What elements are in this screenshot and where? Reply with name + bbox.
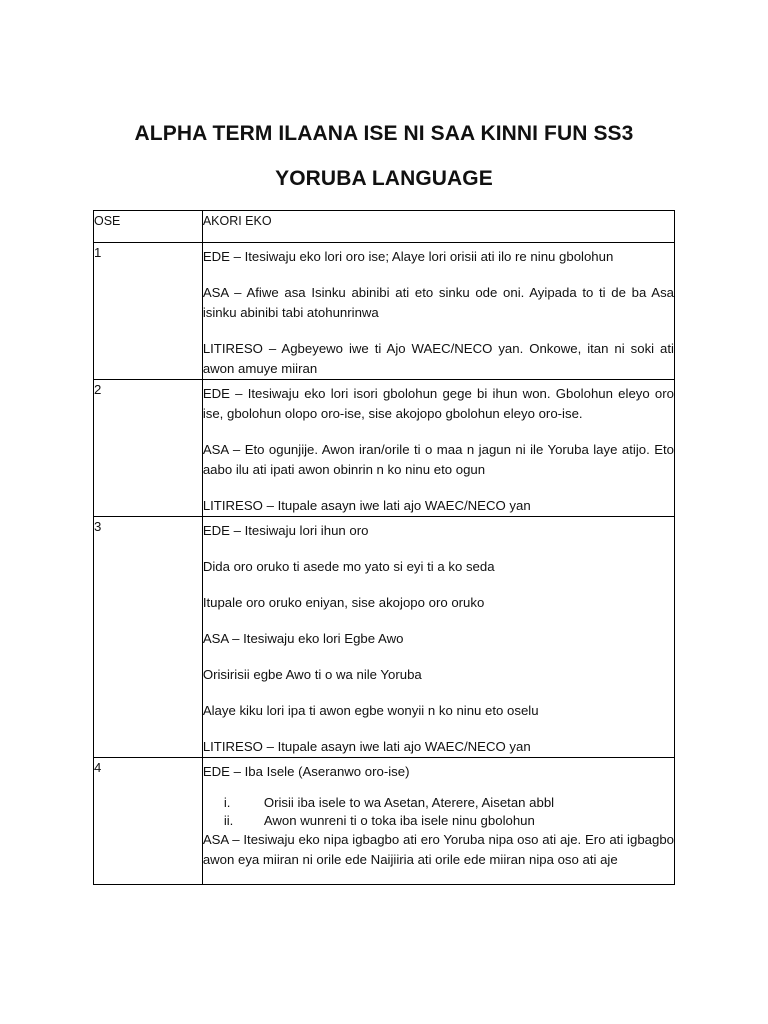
topic-paragraph: LITIRESO – Agbeyewo iwe ti Ajo WAEC/NECO yan. Onkowe, itan ni soki ati awon amuye miiran	[202, 341, 674, 376]
table-row	[94, 758, 675, 885]
topic-cell	[202, 243, 674, 380]
table-header-row	[94, 211, 675, 243]
topic-paragraph: ASA – Afiwe asa Isinku abinibi ati eto sinku ode oni. Ayipada to ti de ba Asa isinku abinibi tabi atohunrinwa	[202, 285, 674, 320]
topic-paragraph: Orisirisii egbe Awo ti o wa nile Yoruba	[202, 667, 422, 682]
topic-paragraph: EDE – Itesiwaju eko lori oro ise; Alaye lori orisii ati ilo re ninu gbolohun	[202, 249, 614, 264]
topic-paragraph: EDE – Iba Isele (Aseranwo oro-ise)	[202, 764, 410, 779]
week-number: 1	[94, 243, 203, 380]
scheme-of-work-table	[93, 210, 675, 885]
topic-paragraph: ASA – Itesiwaju eko nipa igbagbo ati ero Yoruba nipa oso ati aje. Ero ati igbagbo awon eya miiran ni orile ede Naijiiria ati orile ede miiran nipa oso ati aje	[202, 832, 674, 867]
table-row	[94, 517, 675, 758]
list-item	[203, 812, 674, 830]
header-topic: AKORI EKO	[202, 211, 674, 243]
header-week: OSE	[94, 211, 203, 243]
topic-cell	[202, 758, 674, 885]
week-number: 2	[94, 380, 203, 517]
week-number: 3	[94, 517, 203, 758]
topic-paragraph: Dida oro oruko ti asede mo yato si eyi ti a ko seda	[202, 559, 495, 574]
topic-cell	[202, 517, 674, 758]
document-title: ALPHA TERM ILAANA ISE NI SAA KINNI FUN SS3	[134, 122, 634, 145]
topic-paragraph: Alaye kiku lori ipa ti awon egbe wonyii n ko ninu eto oselu	[202, 703, 539, 718]
list-text: Orisii iba isele to wa Asetan, Aterere, Aisetan abbl	[263, 795, 555, 810]
topic-paragraph: LITIRESO – Itupale asayn iwe lati ajo WAEC/NECO yan	[202, 498, 531, 513]
topic-paragraph: ASA – Eto ogunjije. Awon iran/orile ti o maa n jagun ni ile Yoruba laye atijo. Eto aabo ilu ati ipati awon obinrin n ko ninu eto ogun	[202, 442, 674, 477]
table-row	[94, 380, 675, 517]
topic-paragraph: EDE – Itesiwaju eko lori isori gbolohun gege bi ihun won. Gbolohun eleyo oro ise, gbolohun olopo oro-ise, sise akojopo gbolohun eleyo oro-ise.	[202, 386, 674, 421]
table-row	[94, 243, 675, 380]
list-marker: ii.	[223, 813, 234, 828]
topic-cell	[202, 380, 674, 517]
topic-paragraph: ASA – Itesiwaju eko lori Egbe Awo	[202, 631, 404, 646]
week-number: 4	[94, 758, 203, 885]
topic-paragraph: Itupale oro oruko eniyan, sise akojopo oro oruko	[202, 595, 485, 610]
topic-paragraph: EDE – Itesiwaju lori ihun oro	[202, 523, 369, 538]
list-text: Awon wunreni ti o toka iba isele ninu gbolohun	[263, 813, 535, 828]
document-subject: YORUBA LANGUAGE	[275, 167, 493, 190]
list-item	[203, 794, 674, 812]
list-marker: i.	[223, 795, 231, 810]
sub-topic-list	[203, 794, 674, 830]
topic-paragraph: LITIRESO – Itupale asayn iwe lati ajo WAEC/NECO yan	[202, 739, 531, 754]
